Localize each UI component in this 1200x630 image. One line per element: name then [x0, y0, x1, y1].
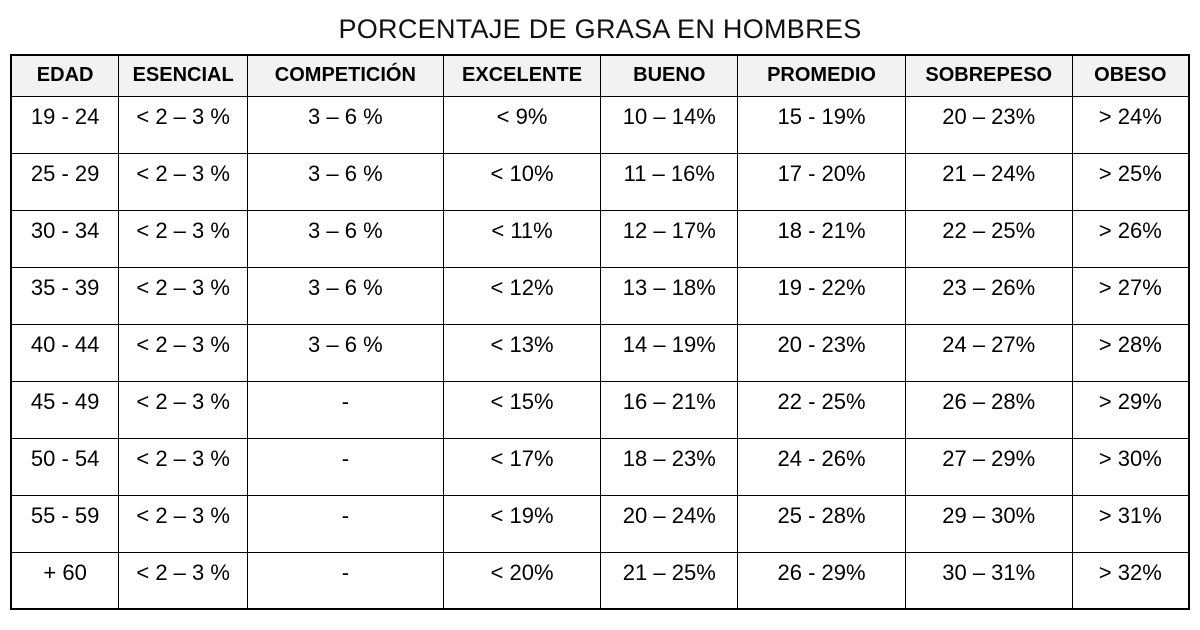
table-cell: 29 – 30% — [905, 495, 1072, 552]
table-cell: 16 – 21% — [601, 381, 738, 438]
table-cell: < 2 – 3 % — [119, 495, 248, 552]
table-cell: - — [248, 495, 444, 552]
table-cell: > 32% — [1072, 552, 1189, 609]
column-header-promedio: PROMEDIO — [738, 55, 906, 96]
table-cell: 23 – 26% — [905, 267, 1072, 324]
table-cell: 18 - 21% — [738, 210, 906, 267]
table-cell: 11 – 16% — [601, 153, 738, 210]
table-row — [11, 96, 1189, 153]
age-range-cell: 45 - 49 — [11, 381, 119, 438]
table-cell: < 12% — [443, 267, 601, 324]
table-cell: 26 – 28% — [905, 381, 1072, 438]
table-cell: 24 - 26% — [738, 438, 906, 495]
table-cell: 3 – 6 % — [248, 153, 444, 210]
table-cell: 21 – 25% — [601, 552, 738, 609]
table-cell: 3 – 6 % — [248, 324, 444, 381]
age-range-cell: 25 - 29 — [11, 153, 119, 210]
age-range-cell: 50 - 54 — [11, 438, 119, 495]
table-row — [11, 153, 1189, 210]
table-cell: < 2 – 3 % — [119, 210, 248, 267]
table-cell: 15 - 19% — [738, 96, 906, 153]
table-row — [11, 552, 1189, 609]
table-cell: 22 - 25% — [738, 381, 906, 438]
table-row — [11, 438, 1189, 495]
table-cell: < 2 – 3 % — [119, 153, 248, 210]
table-cell: < 19% — [443, 495, 601, 552]
table-row — [11, 495, 1189, 552]
table-cell: < 2 – 3 % — [119, 324, 248, 381]
table-body — [11, 96, 1189, 609]
age-range-cell: 30 - 34 — [11, 210, 119, 267]
table-row — [11, 324, 1189, 381]
header-row — [11, 55, 1189, 96]
age-range-cell: 35 - 39 — [11, 267, 119, 324]
table-cell: > 26% — [1072, 210, 1189, 267]
table-cell: > 27% — [1072, 267, 1189, 324]
table-row — [11, 267, 1189, 324]
table-cell: 20 – 23% — [905, 96, 1072, 153]
table-cell: 3 – 6 % — [248, 210, 444, 267]
table-cell: 26 - 29% — [738, 552, 906, 609]
table-cell: 30 – 31% — [905, 552, 1072, 609]
table-cell: 3 – 6 % — [248, 267, 444, 324]
table-cell: 20 – 24% — [601, 495, 738, 552]
table-cell: 24 – 27% — [905, 324, 1072, 381]
table-cell: < 17% — [443, 438, 601, 495]
table-cell: < 13% — [443, 324, 601, 381]
table-cell: > 28% — [1072, 324, 1189, 381]
table-cell: < 20% — [443, 552, 601, 609]
table-cell: 25 - 28% — [738, 495, 906, 552]
table-cell: < 2 – 3 % — [119, 267, 248, 324]
table-cell: - — [248, 438, 444, 495]
table-cell: 20 - 23% — [738, 324, 906, 381]
age-range-cell: 40 - 44 — [11, 324, 119, 381]
table-cell: > 29% — [1072, 381, 1189, 438]
table-cell: 27 – 29% — [905, 438, 1072, 495]
table-cell: 13 – 18% — [601, 267, 738, 324]
table-cell: < 2 – 3 % — [119, 381, 248, 438]
age-range-cell: 55 - 59 — [11, 495, 119, 552]
table-cell: 12 – 17% — [601, 210, 738, 267]
table-cell: > 25% — [1072, 153, 1189, 210]
table-row — [11, 381, 1189, 438]
table-cell: 19 - 22% — [738, 267, 906, 324]
table-cell: < 10% — [443, 153, 601, 210]
page-title: PORCENTAJE DE GRASA EN HOMBRES — [338, 14, 862, 44]
column-header-competicion: COMPETICIÓN — [248, 55, 444, 96]
table-cell: < 15% — [443, 381, 601, 438]
table-cell: < 2 – 3 % — [119, 96, 248, 153]
table-cell: 3 – 6 % — [248, 96, 444, 153]
age-range-cell: + 60 — [11, 552, 119, 609]
body-fat-table — [10, 54, 1190, 610]
column-header-esencial: ESENCIAL — [119, 55, 248, 96]
table-cell: < 9% — [443, 96, 601, 153]
table-cell: 18 – 23% — [601, 438, 738, 495]
column-header-edad: EDAD — [11, 55, 119, 96]
table-cell: 10 – 14% — [601, 96, 738, 153]
table-cell: < 11% — [443, 210, 601, 267]
table-cell: 21 – 24% — [905, 153, 1072, 210]
table-cell: - — [248, 381, 444, 438]
age-range-cell: 19 - 24 — [11, 96, 119, 153]
table-cell: > 31% — [1072, 495, 1189, 552]
table-cell: 14 – 19% — [601, 324, 738, 381]
table-row — [11, 210, 1189, 267]
column-header-obeso: OBESO — [1072, 55, 1189, 96]
table-cell: 22 – 25% — [905, 210, 1072, 267]
column-header-excelente: EXCELENTE — [443, 55, 601, 96]
table-cell: < 2 – 3 % — [119, 552, 248, 609]
table-cell: > 24% — [1072, 96, 1189, 153]
table-cell: > 30% — [1072, 438, 1189, 495]
column-header-bueno: BUENO — [601, 55, 738, 96]
table-cell: 17 - 20% — [738, 153, 906, 210]
column-header-sobrepeso: SOBREPESO — [905, 55, 1072, 96]
table-cell: - — [248, 552, 444, 609]
table-cell: < 2 – 3 % — [119, 438, 248, 495]
